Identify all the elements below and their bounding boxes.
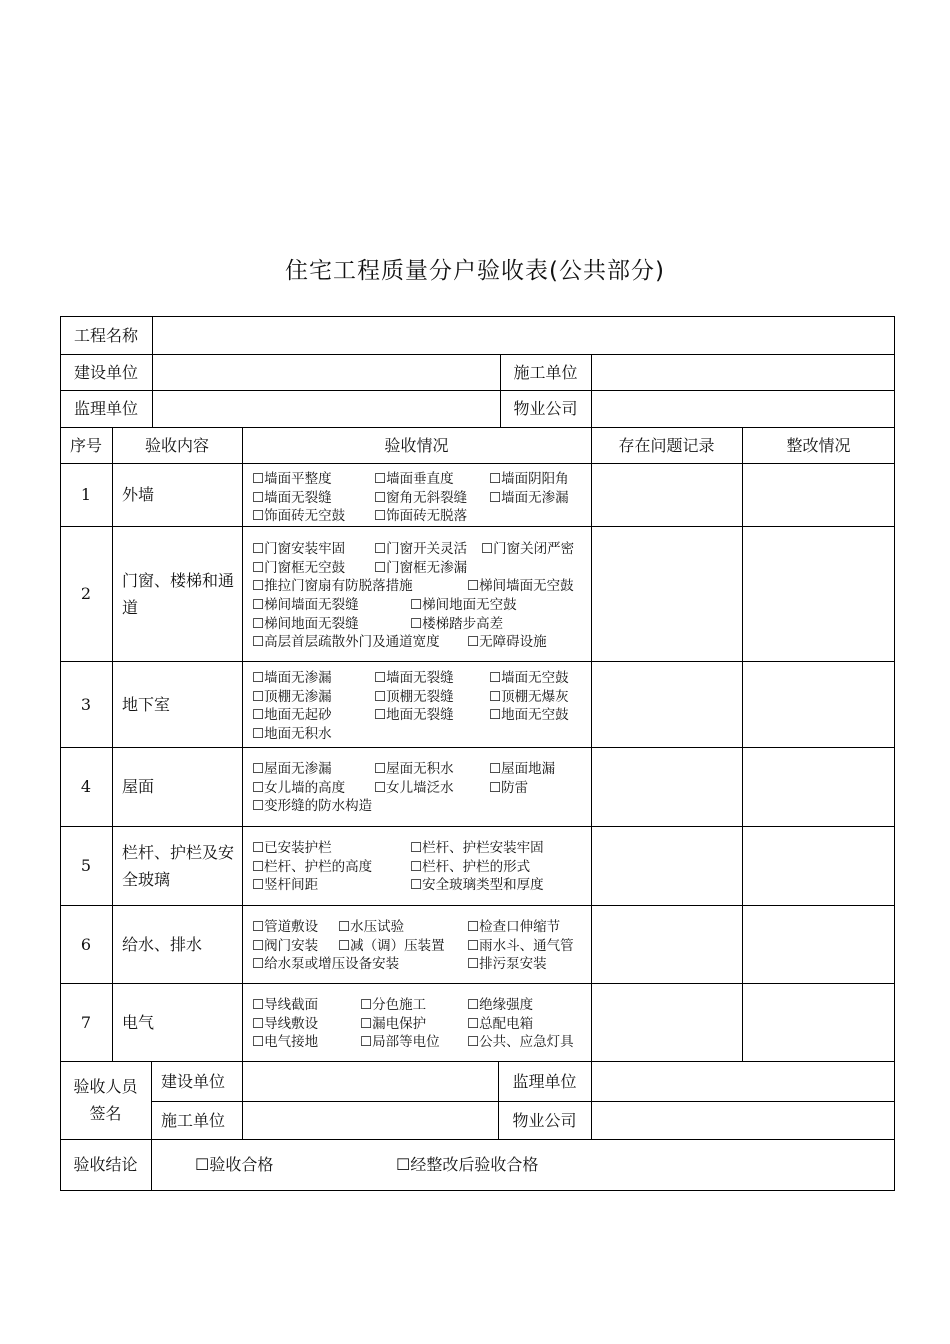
conclusion-label: 验收结论: [73, 1155, 138, 1174]
option-checkbox[interactable]: ☐墙面无渗漏: [252, 670, 332, 686]
item-name-line: 全玻璃: [122, 869, 171, 889]
option-checkbox[interactable]: ☐减（调）压装置: [338, 937, 445, 954]
signature-label-line: 签名: [89, 1104, 122, 1123]
option-checkbox[interactable]: ☐女儿墙的高度: [252, 779, 346, 796]
col-divider: [152, 316, 153, 427]
option-checkbox[interactable]: ☐梯间墙面无空鼓: [467, 578, 574, 595]
option-checkbox[interactable]: ☐安全玻璃类型和厚度: [410, 877, 544, 894]
option-checkbox[interactable]: ☐检查口伸缩节: [467, 919, 561, 935]
option-checkbox[interactable]: ☐梯间地面无裂缝: [252, 615, 359, 632]
option-checkbox[interactable]: ☐墙面阴阳角: [489, 471, 569, 487]
item-name: 外墙: [122, 485, 155, 504]
builder-label: 建设单位: [73, 362, 138, 382]
option-checkbox[interactable]: ☐导线截面: [252, 997, 319, 1013]
project-name-label: 工程名称: [73, 325, 138, 345]
option-checkbox[interactable]: ☐墙面平整度: [252, 471, 332, 487]
signature-label: [60, 1061, 151, 1139]
option-checkbox[interactable]: ☐顶棚无爆灰: [489, 688, 569, 705]
option-checkbox[interactable]: ☐高层首层疏散外门及通道宽度: [252, 634, 440, 651]
item-name-line: 门窗、楼梯和通: [122, 570, 235, 590]
option-checkbox[interactable]: ☐推拉门窗扇有防脱落措施: [252, 578, 413, 595]
option-checkbox[interactable]: ☐总配电箱: [467, 1015, 534, 1032]
option-checkbox[interactable]: ☐变形缝的防水构造: [252, 798, 373, 815]
option-checkbox[interactable]: ☐梯间墙面无裂缝: [252, 597, 359, 614]
constructor-label: 施工单位: [513, 362, 578, 382]
col-divider: [242, 427, 243, 1061]
item-name-line: 道: [122, 597, 139, 617]
item-seq: 5: [80, 856, 92, 875]
option-checkbox[interactable]: ☐女儿墙泛水: [374, 779, 454, 796]
option-checkbox[interactable]: ☐屋面地漏: [489, 761, 556, 777]
conclusion-pass-after-rectify-checkbox[interactable]: ☐经整改后验收合格: [396, 1155, 539, 1174]
signature-constructor-label: 施工单位: [161, 1110, 226, 1130]
option-checkbox[interactable]: ☐竖杆间距: [252, 877, 319, 894]
option-checkbox[interactable]: ☐墙面无渗漏: [489, 489, 569, 506]
option-checkbox[interactable]: ☐楼梯踏步高差: [410, 615, 504, 632]
item-seq: 7: [80, 1012, 92, 1032]
option-checkbox[interactable]: ☐阀门安装: [252, 937, 319, 954]
col-header-seq: 序号: [69, 435, 102, 455]
item-name-line: 栏杆、护栏及安: [122, 842, 235, 862]
item-name: [112, 826, 242, 905]
col-divider: [742, 427, 743, 1061]
col-divider: [591, 427, 592, 1061]
row-divider: [60, 390, 895, 391]
item-name: 地下室: [122, 694, 171, 714]
col-header-content: 验收内容: [144, 435, 209, 455]
option-checkbox[interactable]: ☐分色施工: [360, 997, 427, 1013]
option-checkbox[interactable]: ☐公共、应急灯具: [467, 1034, 574, 1051]
option-checkbox[interactable]: ☐给水泵或增压设备安装: [252, 956, 400, 973]
option-checkbox[interactable]: ☐已安装护栏: [252, 840, 332, 856]
option-checkbox[interactable]: ☐饰面砖无脱落: [374, 508, 468, 525]
col-header-rectify: 整改情况: [786, 435, 851, 455]
option-checkbox[interactable]: ☐水压试验: [338, 919, 405, 935]
option-checkbox[interactable]: ☐排污泵安装: [467, 956, 547, 973]
option-checkbox[interactable]: ☐墙面无裂缝: [252, 489, 332, 506]
option-checkbox[interactable]: ☐门窗框无空鼓: [252, 559, 346, 576]
conclusion-pass-checkbox[interactable]: ☐验收合格: [195, 1155, 274, 1174]
option-checkbox[interactable]: ☐漏电保护: [360, 1015, 427, 1032]
col-header-problems: 存在问题记录: [618, 435, 715, 455]
option-checkbox[interactable]: ☐墙面无空鼓: [489, 670, 569, 686]
col-divider: [591, 354, 592, 427]
option-checkbox[interactable]: ☐雨水斗、通气管: [467, 937, 574, 954]
option-checkbox[interactable]: ☐绝缘强度: [467, 997, 534, 1013]
option-checkbox[interactable]: ☐局部等电位: [360, 1034, 440, 1051]
item-name: [112, 526, 242, 661]
option-checkbox[interactable]: ☐导线敷设: [252, 1015, 319, 1032]
option-checkbox[interactable]: ☐顶棚无渗漏: [252, 688, 332, 705]
option-checkbox[interactable]: ☐管道敷设: [252, 919, 319, 935]
item-name: 电气: [122, 1012, 155, 1032]
signature-label-line: 验收人员: [73, 1077, 138, 1096]
table-border-top: [60, 316, 895, 317]
option-checkbox[interactable]: ☐地面无起砂: [252, 707, 332, 724]
signature-property-label: 物业公司: [512, 1110, 577, 1130]
signature-builder-label: 建设单位: [161, 1071, 226, 1091]
row-divider: [60, 354, 895, 355]
option-checkbox[interactable]: ☐栏杆、护栏的形式: [410, 858, 531, 875]
property-label: 物业公司: [513, 399, 578, 418]
option-checkbox[interactable]: ☐墙面垂直度: [374, 471, 454, 487]
col-header-situation: 验收情况: [384, 435, 449, 455]
item-name: 屋面: [122, 777, 155, 796]
option-checkbox[interactable]: ☐屋面无积水: [374, 761, 454, 777]
inspection-form-table: [60, 316, 895, 1190]
option-checkbox[interactable]: ☐地面无积水: [252, 726, 332, 743]
option-checkbox[interactable]: ☐梯间地面无空鼓: [410, 597, 517, 614]
option-checkbox[interactable]: ☐墙面无裂缝: [374, 670, 454, 686]
item-seq: 2: [80, 584, 92, 603]
option-checkbox[interactable]: ☐门窗框无渗漏: [374, 559, 468, 576]
option-checkbox[interactable]: ☐电气接地: [252, 1034, 319, 1051]
option-checkbox[interactable]: ☐栏杆、护栏的高度: [252, 858, 373, 875]
option-checkbox[interactable]: ☐地面无裂缝: [374, 707, 454, 724]
option-checkbox[interactable]: ☐地面无空鼓: [489, 707, 569, 724]
supervisor-label: 监理单位: [73, 399, 138, 418]
option-checkbox[interactable]: ☐屋面无渗漏: [252, 761, 332, 777]
option-checkbox[interactable]: ☐防雷: [489, 779, 529, 796]
item-name: 给水、排水: [122, 934, 203, 954]
option-checkbox[interactable]: ☐栏杆、护栏安装牢固: [410, 840, 544, 856]
item-seq: 4: [80, 777, 92, 796]
col-divider: [242, 1061, 243, 1139]
col-divider: [591, 1061, 592, 1139]
item-seq: 1: [80, 485, 92, 504]
signature-supervisor-label: 监理单位: [512, 1071, 577, 1091]
form-title: 住宅工程质量分户验收表(公共部分): [285, 258, 665, 284]
option-checkbox[interactable]: ☐门窗安装牢固: [252, 541, 346, 557]
option-checkbox[interactable]: ☐窗角无斜裂缝: [374, 489, 468, 506]
option-checkbox[interactable]: ☐顶棚无裂缝: [374, 688, 454, 705]
table-border-bottom: [60, 1190, 895, 1191]
item-seq: 3: [80, 694, 92, 714]
option-checkbox[interactable]: ☐饰面砖无空鼓: [252, 508, 346, 525]
item-seq: 6: [80, 934, 92, 954]
option-checkbox[interactable]: ☐无障碍设施: [467, 634, 547, 651]
option-checkbox[interactable]: ☐门窗开关灵活: [374, 541, 468, 557]
option-checkbox[interactable]: ☐门窗关闭严密: [481, 541, 575, 557]
